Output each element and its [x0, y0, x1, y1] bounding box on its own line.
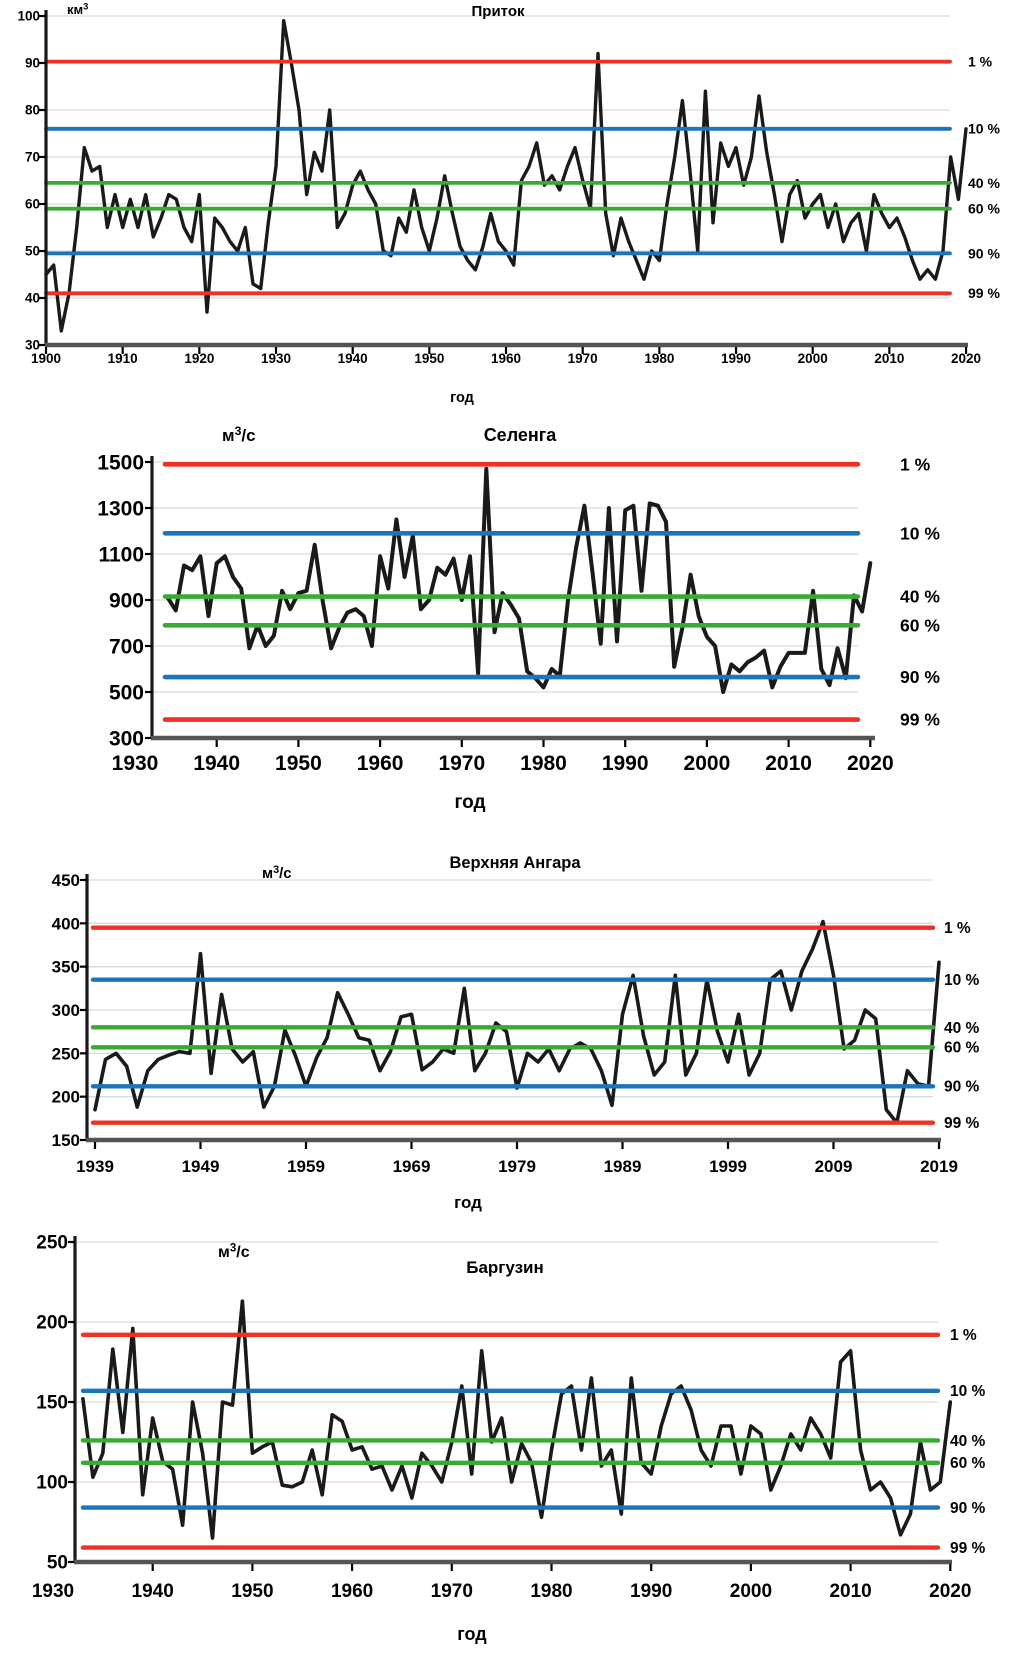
x-tick-label: 1960	[330, 1581, 374, 1602]
ref-line-label-90pct: 90 %	[968, 245, 1000, 262]
y-tick-label: 40	[24, 290, 40, 306]
x-tick-label: 1900	[30, 351, 62, 366]
ref-line-label-60pct: 60 %	[950, 1455, 986, 1473]
ref-line-label-1pct: 1 %	[900, 454, 931, 475]
x-axis-caption: год	[450, 390, 474, 406]
y-tick-label: 250	[51, 1044, 80, 1064]
chart-title-barguzin: Баргузин	[466, 1258, 544, 1277]
ref-line-label-99pct: 99 %	[900, 709, 940, 730]
ref-line-label-10pct: 10 %	[950, 1383, 986, 1401]
ref-line-label-60pct: 60 %	[968, 200, 1000, 217]
x-tick-label: 2000	[797, 351, 828, 366]
x-axis-caption: год	[454, 792, 486, 813]
ref-line-label-40pct: 40 %	[968, 174, 1000, 191]
ref-line-label-60pct: 60 %	[944, 1039, 980, 1057]
ref-line-label-90pct: 90 %	[950, 1500, 986, 1518]
x-tick-label: 1990	[721, 351, 752, 366]
x-tick-label: 2010	[874, 351, 905, 366]
x-tick-label: 2020	[929, 1581, 972, 1602]
x-tick-label: 1930	[31, 1581, 75, 1602]
chart-selenga	[97, 424, 940, 813]
x-tick-label: 1970	[438, 752, 486, 775]
x-tick-label: 1980	[644, 351, 675, 366]
x-tick-label: 1970	[567, 351, 598, 366]
series-line-pritok	[46, 21, 966, 331]
x-tick-label: 1939	[76, 1157, 114, 1176]
ref-line-label-90pct: 90 %	[900, 667, 940, 688]
y-tick-label: 900	[108, 589, 144, 613]
x-tick-label: 1960	[356, 752, 404, 775]
ref-line-label-10pct: 10 %	[968, 120, 1000, 137]
y-tick-label: 50	[46, 1552, 68, 1574]
ref-line-label-1pct: 1 %	[944, 920, 971, 938]
y-tick-label: 300	[108, 727, 144, 751]
ref-line-label-10pct: 10 %	[900, 523, 940, 544]
x-tick-label: 1959	[287, 1157, 325, 1176]
x-tick-label: 1949	[181, 1157, 220, 1176]
y-tick-label: 350	[51, 957, 80, 977]
x-tick-label: 2010	[829, 1581, 872, 1602]
series-line-verkhnyaya-angara	[95, 922, 939, 1123]
y-tick-label: 80	[24, 102, 40, 118]
ref-line-label-99pct: 99 %	[950, 1540, 986, 1558]
y-tick-label: 250	[36, 1232, 68, 1254]
x-tick-label: 2010	[765, 752, 812, 775]
y-axis-unit-label: $км^3$	[67, 1, 89, 17]
ref-line-label-60pct: 60 %	[900, 615, 940, 636]
ref-line-label-40pct: 40 %	[900, 586, 940, 607]
ref-line-label-99pct: 99 %	[968, 285, 1000, 302]
x-tick-label: 1950	[414, 351, 445, 366]
ref-line-label-10pct: 10 %	[944, 972, 980, 990]
chart-title-pritok: Приток	[471, 3, 525, 20]
y-tick-label: 400	[51, 914, 80, 934]
x-tick-label: 1979	[498, 1157, 536, 1176]
x-tick-label: 1940	[193, 752, 241, 775]
x-tick-label: 1970	[430, 1581, 473, 1602]
chart-title-verkhnyaya-angara: Верхняя Ангара	[449, 854, 581, 872]
series-line-selenga	[168, 469, 871, 692]
x-tick-label: 2009	[814, 1157, 853, 1176]
y-tick-label: 30	[24, 337, 40, 353]
ref-line-label-1pct: 1 %	[968, 53, 993, 70]
x-tick-label: 1910	[107, 351, 138, 366]
y-tick-label: 500	[108, 681, 144, 705]
chart-barguzin	[32, 1233, 986, 1644]
x-tick-label: 1960	[490, 351, 522, 366]
x-tick-label: 2000	[683, 752, 731, 775]
y-tick-label: 150	[51, 1130, 80, 1150]
x-tick-label: 1989	[603, 1157, 642, 1176]
x-tick-label: 1940	[131, 1581, 174, 1602]
y-axis-unit-label: $м^3/с$	[262, 863, 292, 882]
x-tick-label: 2020	[951, 351, 982, 366]
y-tick-label: 100	[17, 8, 40, 24]
y-axis-unit-label: $м^3/с$	[218, 1242, 250, 1261]
y-tick-label: 200	[51, 1087, 80, 1107]
y-tick-label: 70	[24, 149, 40, 165]
chart-title-selenga: Селенга	[483, 425, 557, 445]
x-tick-label: 1980	[530, 1581, 573, 1602]
ref-line-label-99pct: 99 %	[944, 1115, 980, 1133]
y-tick-label: 700	[108, 635, 144, 659]
x-tick-label: 1950	[275, 752, 322, 775]
y-tick-label: 200	[36, 1312, 68, 1334]
chart-pritok	[17, 1, 1000, 406]
x-tick-label: 1920	[184, 351, 215, 366]
x-tick-label: 1990	[630, 1581, 673, 1602]
x-tick-label: 2000	[729, 1581, 773, 1602]
y-axis-unit-label: $м^3/с$	[222, 424, 256, 445]
y-tick-label: 90	[24, 55, 40, 71]
chart-verkhnyaya-angara	[52, 854, 980, 1212]
y-tick-label: 1100	[98, 543, 144, 567]
y-tick-label: 60	[24, 196, 40, 212]
y-tick-label: 1300	[97, 497, 144, 521]
x-tick-label: 1980	[520, 752, 567, 775]
x-axis-caption: год	[457, 1624, 487, 1644]
x-tick-label: 1930	[111, 752, 159, 775]
x-axis-caption: год	[454, 1193, 482, 1212]
x-tick-label: 1999	[709, 1157, 747, 1176]
ref-line-label-40pct: 40 %	[950, 1432, 986, 1450]
ref-line-label-1pct: 1 %	[950, 1327, 977, 1345]
y-tick-label: 100	[36, 1472, 68, 1494]
x-tick-label: 1950	[231, 1581, 274, 1602]
y-tick-label: 50	[24, 243, 40, 259]
y-tick-label: 300	[51, 1000, 80, 1020]
x-tick-label: 2020	[846, 752, 894, 775]
x-tick-label: 1940	[337, 351, 368, 366]
ref-line-label-40pct: 40 %	[944, 1019, 980, 1037]
y-tick-label: 450	[51, 870, 80, 890]
x-tick-label: 1990	[601, 752, 649, 775]
y-tick-label: 1500	[97, 451, 144, 475]
x-tick-label: 2019	[920, 1157, 958, 1176]
x-tick-label: 1969	[392, 1157, 431, 1176]
ref-line-label-90pct: 90 %	[944, 1078, 980, 1096]
y-tick-label: 150	[36, 1392, 68, 1414]
x-tick-label: 1930	[260, 351, 292, 366]
